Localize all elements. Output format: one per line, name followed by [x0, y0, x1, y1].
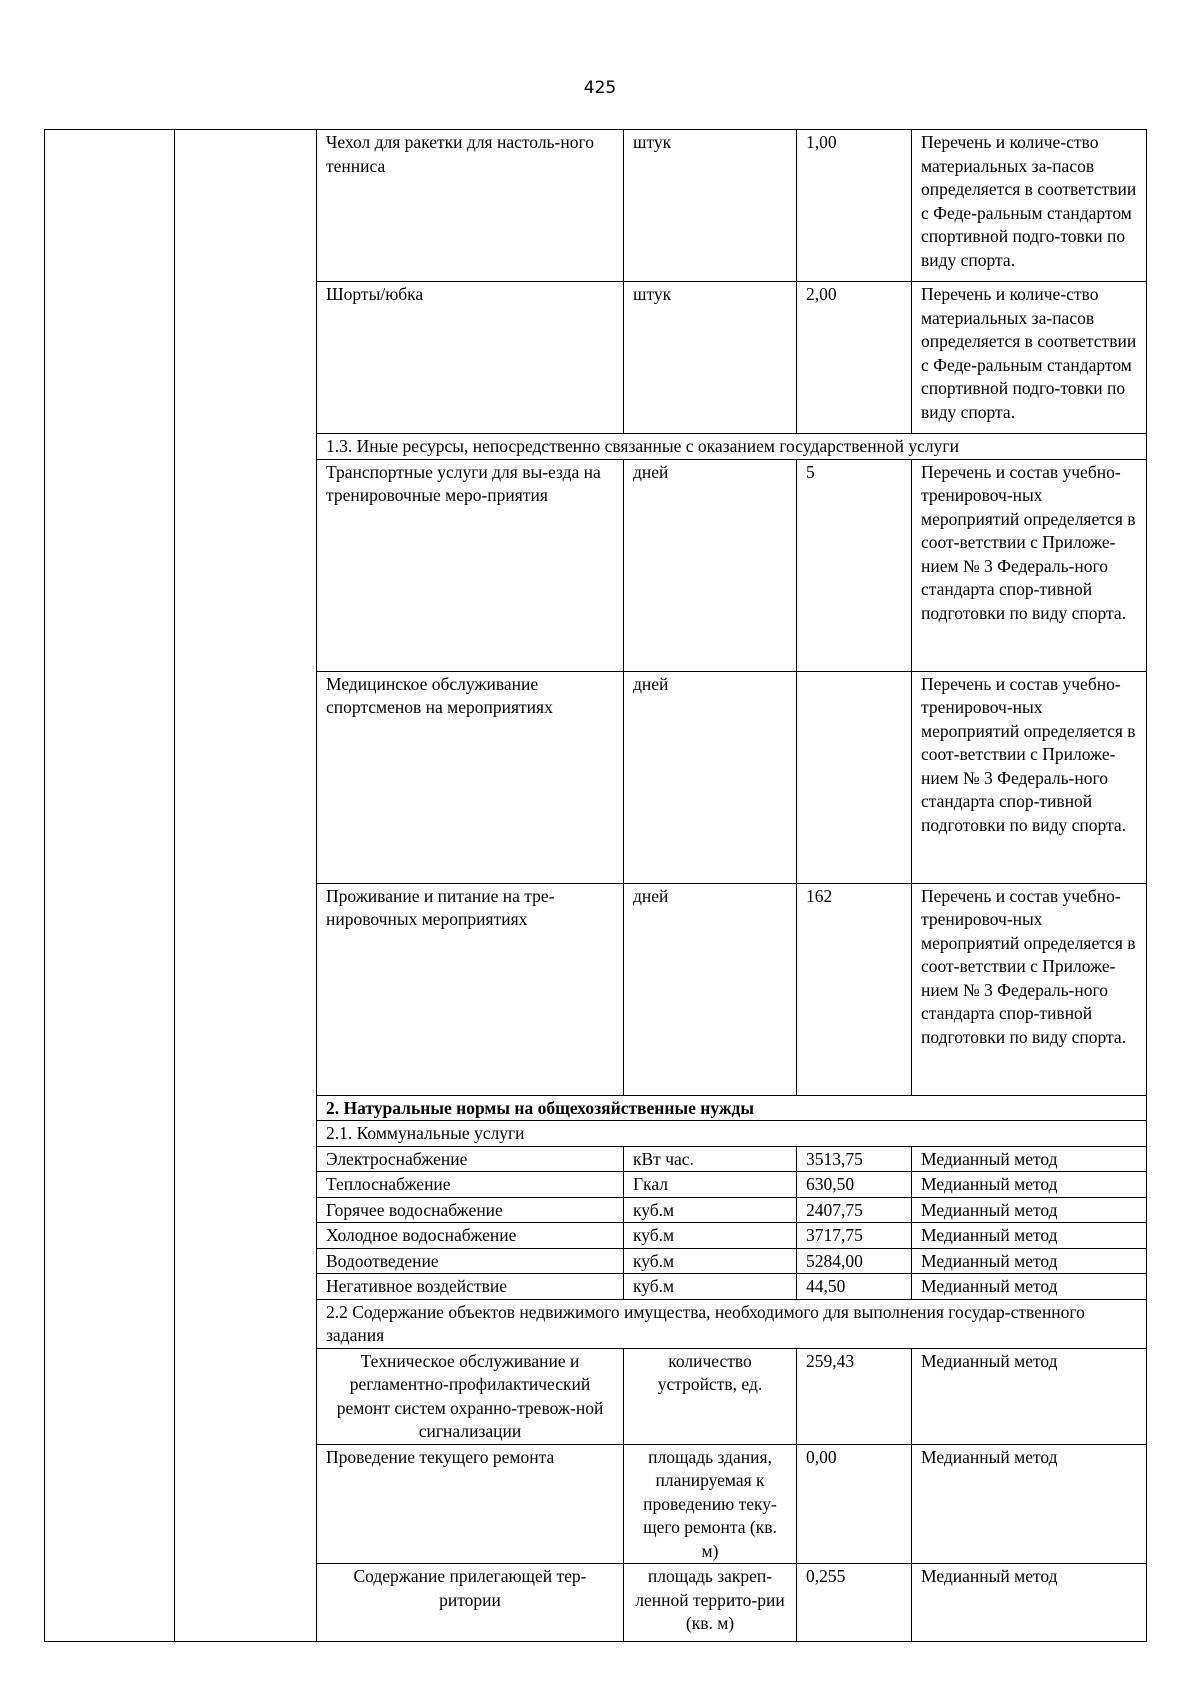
resource-name: Холодное водоснабжение	[317, 1223, 624, 1249]
resource-unit: куб.м	[624, 1223, 797, 1249]
resource-unit: куб.м	[624, 1274, 797, 1300]
table-row	[317, 1172, 1147, 1198]
resource-note: Медианный метод	[912, 1348, 1147, 1444]
resource-unit: количество устройств, ед.	[624, 1348, 797, 1444]
resource-note: Медианный метод	[912, 1274, 1147, 1300]
resource-value: 630,50	[797, 1172, 912, 1198]
resource-note: Перечень и количе-ство материальных за-пасов определяется в соответствии с Феде-ральным стандартом спортивной подго-товки по виду спорта.	[912, 130, 1147, 282]
section-row	[317, 1299, 1147, 1348]
resource-value: 259,43	[797, 1348, 912, 1444]
page-number: 425	[583, 78, 617, 98]
resource-name: Техническое обслуживание и регламентно-профилактический ремонт систем охранно-тревож-ной сигнализации	[317, 1348, 624, 1444]
table-row	[317, 1564, 1147, 1642]
resource-note: Перечень и состав учебно-тренировоч-ных мероприятий определяется в соот-ветствии с Приложе-нием № 3 Федераль-ного стандарта спор-тивной подготовки по виду спорта.	[912, 883, 1147, 1095]
resource-note: Медианный метод	[912, 1172, 1147, 1198]
section-heading-2-1: 2.1. Коммунальные услуги	[317, 1121, 1147, 1147]
table-row	[317, 671, 1147, 883]
resource-note: Перечень и количе-ство материальных за-пасов определяется в соответствии с Феде-ральным стандартом спортивной подго-товки по виду спорта.	[912, 282, 1147, 434]
resource-name: Шорты/юбка	[317, 282, 624, 434]
resource-value: 0,00	[797, 1444, 912, 1564]
section-heading-2-2: 2.2 Содержание объектов недвижимого имущества, необходимого для выполнения государ-ственного задания	[317, 1299, 1147, 1348]
resource-name: Водоотведение	[317, 1248, 624, 1274]
resource-unit: площадь закреп-ленной террито-рии (кв. м)	[624, 1564, 797, 1642]
resource-note: Медианный метод	[912, 1197, 1147, 1223]
resource-value: 0,255	[797, 1564, 912, 1642]
section-row	[317, 1121, 1147, 1147]
resource-note: Медианный метод	[912, 1223, 1147, 1249]
resource-note: Перечень и состав учебно-тренировоч-ных мероприятий определяется в соот-ветствии с Приложе-нием № 3 Федераль-ного стандарта спор-тивной подготовки по виду спорта.	[912, 671, 1147, 883]
resource-value: 2407,75	[797, 1197, 912, 1223]
resource-unit: куб.м	[624, 1197, 797, 1223]
resource-value: 44,50	[797, 1274, 912, 1300]
resource-name: Проведение текущего ремонта	[317, 1444, 624, 1564]
section-heading-1-3: 1.3. Иные ресурсы, непосредственно связанные с оказанием государственной услуги	[317, 434, 1147, 460]
resource-name: Проживание и питание на тре-нировочных мероприятиях	[317, 883, 624, 1095]
section-heading-2: 2. Натуральные нормы на общехозяйственные нужды	[317, 1095, 1147, 1121]
resource-name: Чехол для ракетки для настоль-ного тенниса	[317, 130, 624, 282]
table-row	[317, 883, 1147, 1095]
table-row	[317, 130, 1147, 282]
resource-value: 2,00	[797, 282, 912, 434]
resource-note: Медианный метод	[912, 1444, 1147, 1564]
resource-name: Медицинское обслуживание спортсменов на мероприятиях	[317, 671, 624, 883]
table-row	[317, 1274, 1147, 1300]
resource-norms-table	[316, 129, 1147, 1642]
resource-unit: куб.м	[624, 1248, 797, 1274]
resource-table-frame	[44, 129, 1146, 1642]
table-row	[317, 282, 1147, 434]
resource-unit: кВт час.	[624, 1146, 797, 1172]
table-row	[317, 1223, 1147, 1249]
resource-unit: дней	[624, 671, 797, 883]
table-row	[317, 1444, 1147, 1564]
empty-column-1	[44, 129, 174, 1642]
resource-name: Негативное воздействие	[317, 1274, 624, 1300]
table-row	[317, 1146, 1147, 1172]
resource-note: Медианный метод	[912, 1146, 1147, 1172]
resource-value: 1,00	[797, 130, 912, 282]
resource-name: Транспортные услуги для вы-езда на тренировочные меро-приятия	[317, 459, 624, 671]
resource-unit: дней	[624, 883, 797, 1095]
resource-value: 3717,75	[797, 1223, 912, 1249]
resource-note: Перечень и состав учебно-тренировоч-ных мероприятий определяется в соот-ветствии с Приложе-нием № 3 Федераль-ного стандарта спор-тивной подготовки по виду спорта.	[912, 459, 1147, 671]
resource-note: Медианный метод	[912, 1564, 1147, 1642]
table-row	[317, 1348, 1147, 1444]
resource-name: Горячее водоснабжение	[317, 1197, 624, 1223]
resource-unit: дней	[624, 459, 797, 671]
resource-unit: Гкал	[624, 1172, 797, 1198]
empty-column-2	[174, 129, 316, 1642]
resource-name: Содержание прилегающей тер-ритории	[317, 1564, 624, 1642]
table-row	[317, 1248, 1147, 1274]
table-row	[317, 459, 1147, 671]
resource-note: Медианный метод	[912, 1248, 1147, 1274]
section-row	[317, 434, 1147, 460]
resource-value: 5284,00	[797, 1248, 912, 1274]
table-row	[317, 1197, 1147, 1223]
section-row	[317, 1095, 1147, 1121]
resource-unit: штук	[624, 130, 797, 282]
resource-value	[797, 671, 912, 883]
resource-name: Теплоснабжение	[317, 1172, 624, 1198]
resource-value: 162	[797, 883, 912, 1095]
resource-unit: штук	[624, 282, 797, 434]
resource-value: 5	[797, 459, 912, 671]
resource-value: 3513,75	[797, 1146, 912, 1172]
resource-unit: площадь здания, планируемая к проведению теку-щего ремонта (кв. м)	[624, 1444, 797, 1564]
resource-name: Электроснабжение	[317, 1146, 624, 1172]
